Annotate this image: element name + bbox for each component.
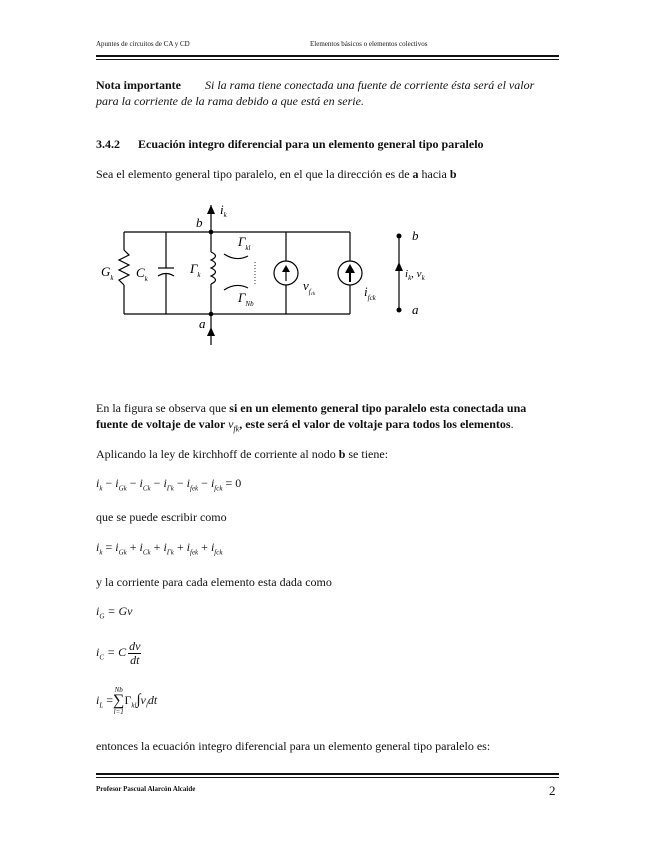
footer-rule-thin xyxy=(96,777,559,778)
equation-ic: $i_C = C$ $\frac{dv}{dt}$ xyxy=(96,639,141,667)
gamma-label: $\Gamma_k$ xyxy=(190,261,201,279)
element-current-text: y la corriente para cada elemento esta dada como xyxy=(96,575,332,589)
arrow-b-label: b xyxy=(412,228,419,243)
ik-vk-label: $i_k$, $v_k$ xyxy=(405,268,425,282)
node-a-label: a xyxy=(199,316,206,331)
kirchhoff-text: Aplicando la ley de kirchhoff de corriente al nodo b se tiene: xyxy=(96,447,389,461)
section-number: 3.4.2 xyxy=(96,137,120,151)
header-rule xyxy=(96,55,559,57)
gamma-nb-label: $\Gamma_{Nb}$ xyxy=(238,290,254,308)
g-label: $G_k$ xyxy=(101,264,114,282)
note-paragraph xyxy=(96,77,559,109)
header-right: Elementos básicos o elementos colectivos xyxy=(310,40,428,48)
arrow-a-label: a xyxy=(412,302,419,317)
if-label: $i_{fck}$ xyxy=(364,284,376,302)
equation-rewritten: $i_k = i_{Gk} + i_{Ck} + i_{\Gamma k} + i_{fek} + i_{fck}$ xyxy=(96,540,223,557)
gamma-kl-label: $\Gamma_{kl}$ xyxy=(238,234,251,252)
equation-ig: $i_G = Gv$ xyxy=(96,604,133,621)
page-number: 2 xyxy=(549,783,556,798)
rewrite-text: que se puede escribir como xyxy=(96,510,227,524)
figure-observation: En la figura se observa que si en un elemento general tipo paralelo esta conectada una fuente de voltaje de valor $v_{fk}$, este será el valor de voltaje para todos los elementos. xyxy=(96,401,527,434)
header-rule-thin xyxy=(96,59,559,60)
note-text: Si la rama tiene conectada una fuente de corriente ésta será el valor para la corriente de la rama debido a que está en serie. xyxy=(96,78,535,108)
c-label: $C_k$ xyxy=(136,265,148,283)
footer-rule xyxy=(96,773,559,775)
circuit-figure xyxy=(96,195,456,355)
footer-author: Profesor Pascual Alarcón Alcaide xyxy=(96,785,196,793)
section-heading xyxy=(96,136,559,152)
header-left: Apuntes de circuitos de CA y CD xyxy=(96,40,190,48)
equation-kcl: $i_k - i_{Gk} - i_{Ck} - i_{\Gamma k} - i_{fek} - i_{fck} = 0$ xyxy=(96,476,242,493)
section-title: Ecuación integro diferencial para un elemento general tipo paralelo xyxy=(138,137,484,151)
ik-label: $i_k$ xyxy=(220,202,227,219)
equation-il: $i_L$ = Nb ∑ l=1 $\Gamma_{kl}\int v_ldt$ xyxy=(96,686,158,716)
intro-text: Sea el elemento general tipo paralelo, en el que la dirección es de a hacia b xyxy=(96,167,457,181)
note-label: Nota importante xyxy=(96,78,181,92)
final-text: entonces la ecuación integro diferencial para un elemento general tipo paralelo es: xyxy=(96,739,491,753)
vf-label: $v_fck$ xyxy=(303,278,316,297)
node-b-label: b xyxy=(196,215,203,230)
